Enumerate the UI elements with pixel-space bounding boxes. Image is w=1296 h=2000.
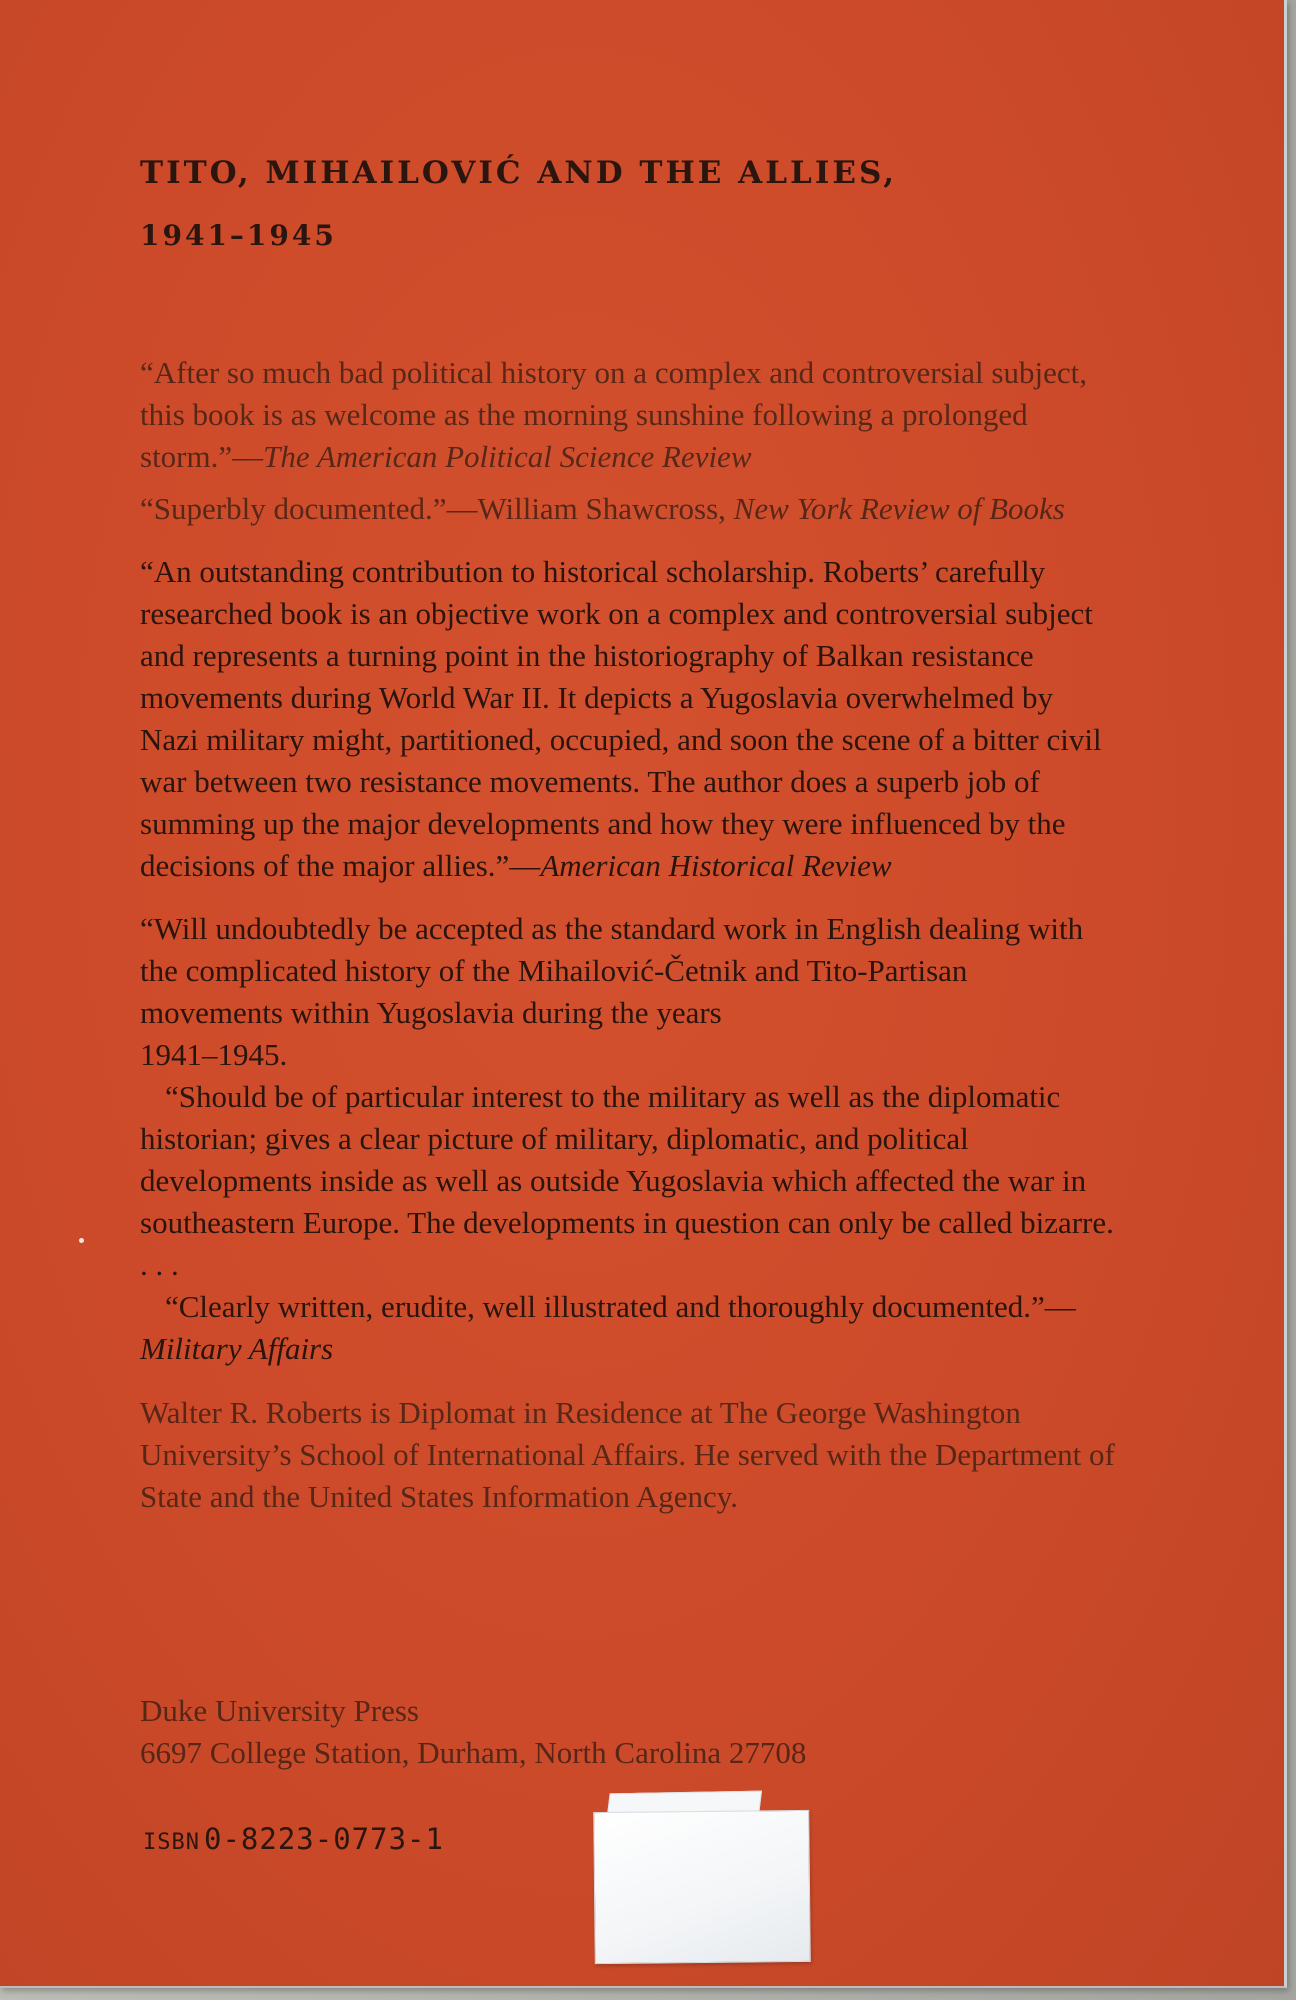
review-quote-5: “Should be of particular interest to the military as well as the diplomatic historian; gives a clear picture of military, diplomatic, and political developments inside as well as outside Yugoslavia which affected the war in southeastern Europe. The developments in question can only be called bizarre. . . . (140, 1079, 1114, 1282)
review-quote-4-text: “Will undoubtedly be accepted as the standard work in English dealing with the complicated history of the Mihailović-Četnik and Tito-Partisan movements within Yugoslavia during the years (140, 911, 1084, 1030)
author-bio: Walter R. Roberts is Diplomat in Residence at The George Washington University’s School of International Affairs. He served with the Department of State and the United States Information Agency. (140, 1395, 1115, 1514)
review-quote-2 (140, 488, 1116, 530)
paper-speck (79, 1238, 84, 1243)
publisher-name: Duke University Press (140, 1693, 419, 1728)
price-sticker (593, 1810, 811, 1964)
review-quote-2-text: “Superbly documented.”—William Shawcross, (140, 491, 734, 526)
review-quote-1-text: “After so much bad political history on a complex and controversial subject, this book is as welcome as the morning sunshine following a prolonged storm.”— (140, 355, 1087, 474)
isbn-prefix: ISBN (143, 1830, 200, 1855)
review-quote-4 (140, 908, 1116, 1034)
review-quote-2-source: New York Review of Books (733, 491, 1065, 526)
blurb-column (140, 352, 1116, 1542)
review-quote-4-years: 1941–1945. (140, 1037, 288, 1072)
book-years: 1941–1945 (140, 219, 337, 252)
review-quote-1 (140, 352, 1116, 478)
review-quote-3-source: American Historical Review (540, 848, 892, 883)
publisher-address: 6697 College Station, Durham, North Carolina 27708 (140, 1735, 807, 1770)
review-quote-6-source: Military Affairs (140, 1331, 334, 1366)
review-quote-6 (140, 1286, 1116, 1370)
review-quote-6-text: “Clearly written, erudite, well illustrated and thoroughly documented.”— (165, 1289, 1076, 1324)
review-quote-3-text: “An outstanding contribution to historical scholarship. Roberts’ carefully researched book is an objective work on a complex and controversial subject and represents a turning point in the historiography of Balkan resistance movements during World War II. It depicts a Yugoslavia overwhelmed by Nazi military might, partitioned, occupied, and soon the scene of a bitter civil war between two resistance movements. The author does a superb job of summing up the major developments and how they were influenced by the decisions of the major allies.”— (140, 554, 1102, 883)
publisher-block (140, 1690, 806, 1774)
isbn-number: 0-8223-0773-1 (203, 1822, 444, 1856)
review-quote-3 (140, 551, 1116, 887)
review-quote-1-source: The American Political Science Review (263, 439, 752, 474)
isbn (143, 1822, 444, 1856)
book-title: TITO, MIHAILOVIĆ AND THE ALLIES, (140, 155, 898, 191)
